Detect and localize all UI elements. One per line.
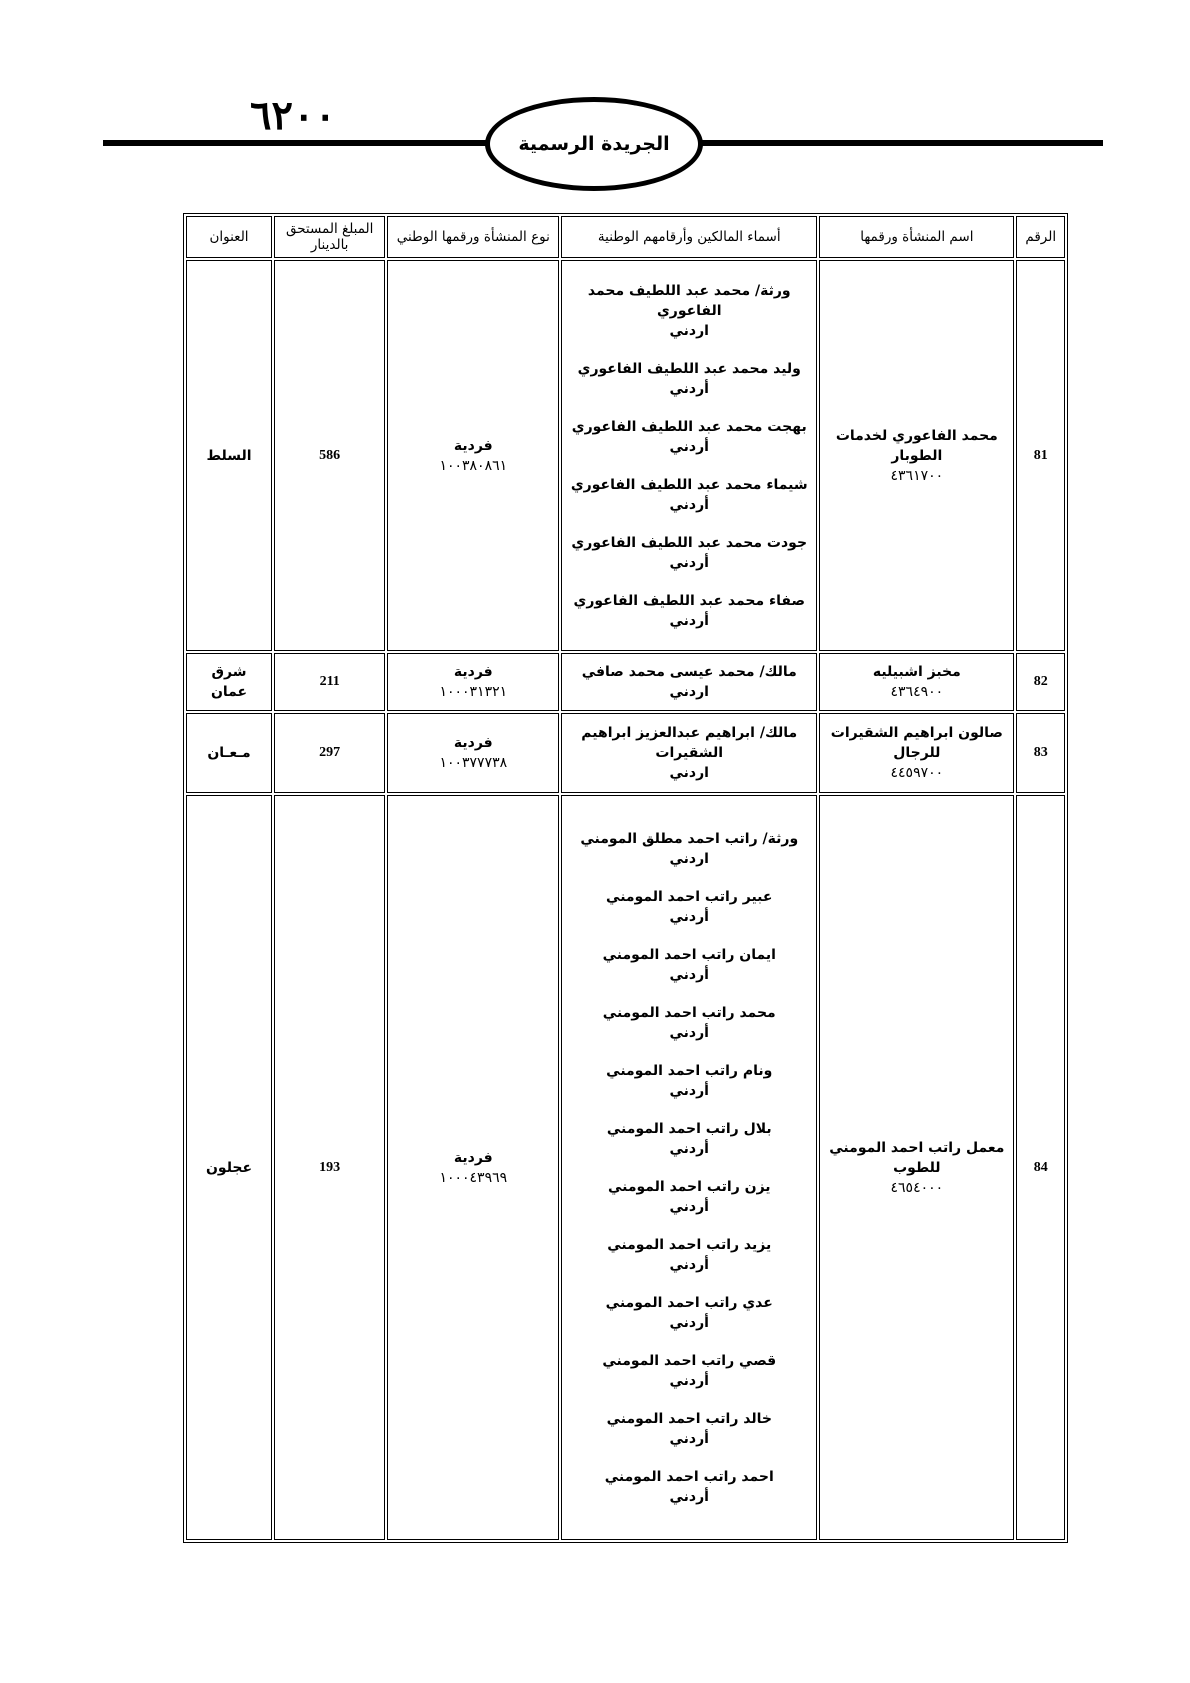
- type-cell: [387, 653, 559, 711]
- owner-name: وليد محمد عبد اللطيف الفاعوري: [577, 360, 801, 377]
- establishment-cell: [819, 713, 1014, 793]
- owner-entry: [566, 582, 812, 640]
- establishment-number: ٤٣٦٤٩٠٠: [890, 684, 944, 700]
- owner-entry: [566, 820, 812, 878]
- owner-entry: [566, 1342, 812, 1400]
- type-cell: [387, 795, 559, 1540]
- page-number: ٦٢٠٠: [250, 92, 336, 139]
- owner-name: محمد راتب احمد المومني: [602, 1004, 776, 1021]
- owner-name: ايمان راتب احمد المومني: [602, 946, 776, 963]
- owner-entry: [566, 1400, 812, 1458]
- establishment-type: فردية: [453, 437, 493, 454]
- type-national-number: ١٠٠٣٨٠٨٦١: [439, 457, 508, 474]
- type-national-number: ١٠٠٠٤٣٩٦٩: [439, 1169, 508, 1186]
- owner-entry: [566, 466, 812, 524]
- owner-name: ورثة/ محمد عبد اللطيف محمد الفاعوري: [587, 282, 791, 319]
- address-cell: مـعـان: [186, 713, 272, 793]
- header-amount: المبلغ المستحق بالدينار: [274, 216, 385, 258]
- row-number: 82: [1016, 653, 1065, 711]
- owner-nationality: أردني: [669, 380, 709, 397]
- owner-nationality: أردني: [669, 1198, 709, 1215]
- owner-entry: [566, 723, 812, 783]
- owner-nationality: أردني: [669, 1314, 709, 1331]
- owner-entry: [566, 1168, 812, 1226]
- type-national-number: ١٠٠٠٣١٣٢١: [439, 684, 508, 700]
- establishment-cell: [819, 795, 1014, 1540]
- owner-entry: [566, 936, 812, 994]
- type-cell: [387, 713, 559, 793]
- owner-name: يزن راتب احمد المومني: [607, 1178, 771, 1195]
- owners-cell: [561, 713, 817, 793]
- type-national-number: ١٠٠٣٧٧٧٣٨: [439, 755, 508, 771]
- address-cell: [186, 653, 272, 711]
- establishment-cell: [819, 260, 1014, 651]
- owner-name: خالد راتب احمد المومني: [606, 1410, 772, 1427]
- owner-name: بهجت محمد عبد اللطيف الفاعوري: [571, 418, 807, 435]
- owner-nationality: أردني: [669, 1140, 709, 1157]
- header-owners: أسماء المالكين وأرقامهم الوطنية: [561, 216, 817, 258]
- table-row: [186, 653, 1065, 711]
- owner-name: يزيد راتب احمد المومني: [607, 1236, 772, 1253]
- header-establishment: اسم المنشأة ورقمها: [819, 216, 1014, 258]
- owner-nationality: أردني: [669, 438, 709, 455]
- establishment-name: صالون ابراهيم الشقيرات للرجال: [830, 725, 1003, 761]
- owner-nationality: أردني: [669, 1430, 709, 1447]
- owner-name: احمد راتب احمد المومني: [604, 1468, 774, 1485]
- owners-cell: [561, 653, 817, 711]
- owner-name: ورثة/ راتب احمد مطلق المومني: [580, 830, 799, 847]
- row-number: 83: [1016, 713, 1065, 793]
- address-cell: عجلون: [186, 795, 272, 1540]
- owners-cell: [561, 260, 817, 651]
- establishment-name: معمل راتب احمد المومني للطوب: [829, 1139, 1005, 1176]
- owner-nationality: أردني: [669, 1024, 709, 1041]
- header-address: العنوان: [186, 216, 272, 258]
- owner-nationality: أردني: [669, 908, 709, 925]
- owner-entry: [566, 524, 812, 582]
- gazette-title-oval: [485, 97, 703, 191]
- type-cell: [387, 260, 559, 651]
- address-cell: السلط: [186, 260, 272, 651]
- owner-entry: [566, 272, 812, 350]
- owner-nationality: أردني: [669, 1488, 709, 1505]
- owner-name: شيماء محمد عبد اللطيف الفاعوري: [570, 476, 808, 493]
- owner-nationality: أردني: [669, 966, 709, 983]
- owner-nationality: اردني: [669, 322, 709, 339]
- owner-nationality: أردني: [669, 612, 709, 629]
- owner-entry: [566, 350, 812, 408]
- establishments-table: [183, 213, 1068, 1543]
- owner-nationality: أردني: [669, 1256, 709, 1273]
- owner-entry: [566, 1226, 812, 1284]
- owner-entry: [566, 1284, 812, 1342]
- row-number: 84: [1016, 795, 1065, 1540]
- establishment-cell: [819, 653, 1014, 711]
- gazette-title: الجريدة الرسمية: [518, 133, 670, 155]
- owner-nationality: أردني: [669, 496, 709, 513]
- owner-name: صفاء محمد عبد اللطيف الفاعوري: [573, 592, 806, 609]
- owner-entry: [566, 408, 812, 466]
- amount-cell: 193: [274, 795, 385, 1540]
- amount-cell: 297: [274, 713, 385, 793]
- row-number: 81: [1016, 260, 1065, 651]
- owner-name: ونام راتب احمد المومني: [606, 1062, 773, 1079]
- owner-name: مالك/ ابراهيم عبدالعزيز ابراهيم الشقيرات: [581, 725, 798, 761]
- owners-cell: [561, 795, 817, 1540]
- address-text: شرق عمان: [210, 664, 248, 700]
- establishment-type: فردية: [453, 735, 493, 751]
- table-row: [186, 260, 1065, 651]
- owner-nationality: اردني: [669, 684, 709, 700]
- amount-cell: 211: [274, 653, 385, 711]
- owner-entry: [566, 1458, 812, 1516]
- establishment-number: ٤٣٦١٧٠٠: [890, 467, 944, 484]
- table-row: [186, 713, 1065, 793]
- establishment-name: محمد الفاعوري لخدمات الطوبار: [835, 427, 998, 464]
- amount-cell: 586: [274, 260, 385, 651]
- owner-name: عدي راتب احمد المومني: [605, 1294, 773, 1311]
- establishment-type: فردية: [453, 664, 493, 680]
- table-header-row: [186, 216, 1065, 258]
- establishment-name: مخبز اشبيليه: [872, 664, 961, 680]
- header-type: نوع المنشأة ورقمها الوطني: [387, 216, 559, 258]
- owner-name: قصي راتب احمد المومني: [602, 1352, 777, 1369]
- owner-entry: [566, 1110, 812, 1168]
- owner-entry: [566, 994, 812, 1052]
- owner-name: جودت محمد عبد اللطيف الفاعوري: [571, 534, 808, 551]
- owner-name: بلال راتب احمد المومني: [606, 1120, 772, 1137]
- owner-entry: [566, 662, 812, 702]
- table-row: [186, 795, 1065, 1540]
- header-no: الرقم: [1016, 216, 1065, 258]
- owner-name: عبير راتب احمد المومني: [606, 888, 773, 905]
- establishment-number: ٤٤٥٩٧٠٠: [890, 765, 944, 781]
- owner-nationality: اردني: [669, 850, 709, 867]
- owner-nationality: أردني: [669, 1082, 709, 1099]
- owner-nationality: أردني: [669, 554, 709, 571]
- owner-entry: [566, 1052, 812, 1110]
- establishment-type: فردية: [453, 1149, 493, 1166]
- establishment-number: ٤٦٥٤٠٠٠: [890, 1179, 944, 1196]
- owner-nationality: اردني: [669, 765, 709, 781]
- owner-nationality: أردني: [669, 1372, 709, 1389]
- owner-entry: [566, 878, 812, 936]
- owner-name: مالك/ محمد عيسى محمد صافي: [581, 664, 797, 680]
